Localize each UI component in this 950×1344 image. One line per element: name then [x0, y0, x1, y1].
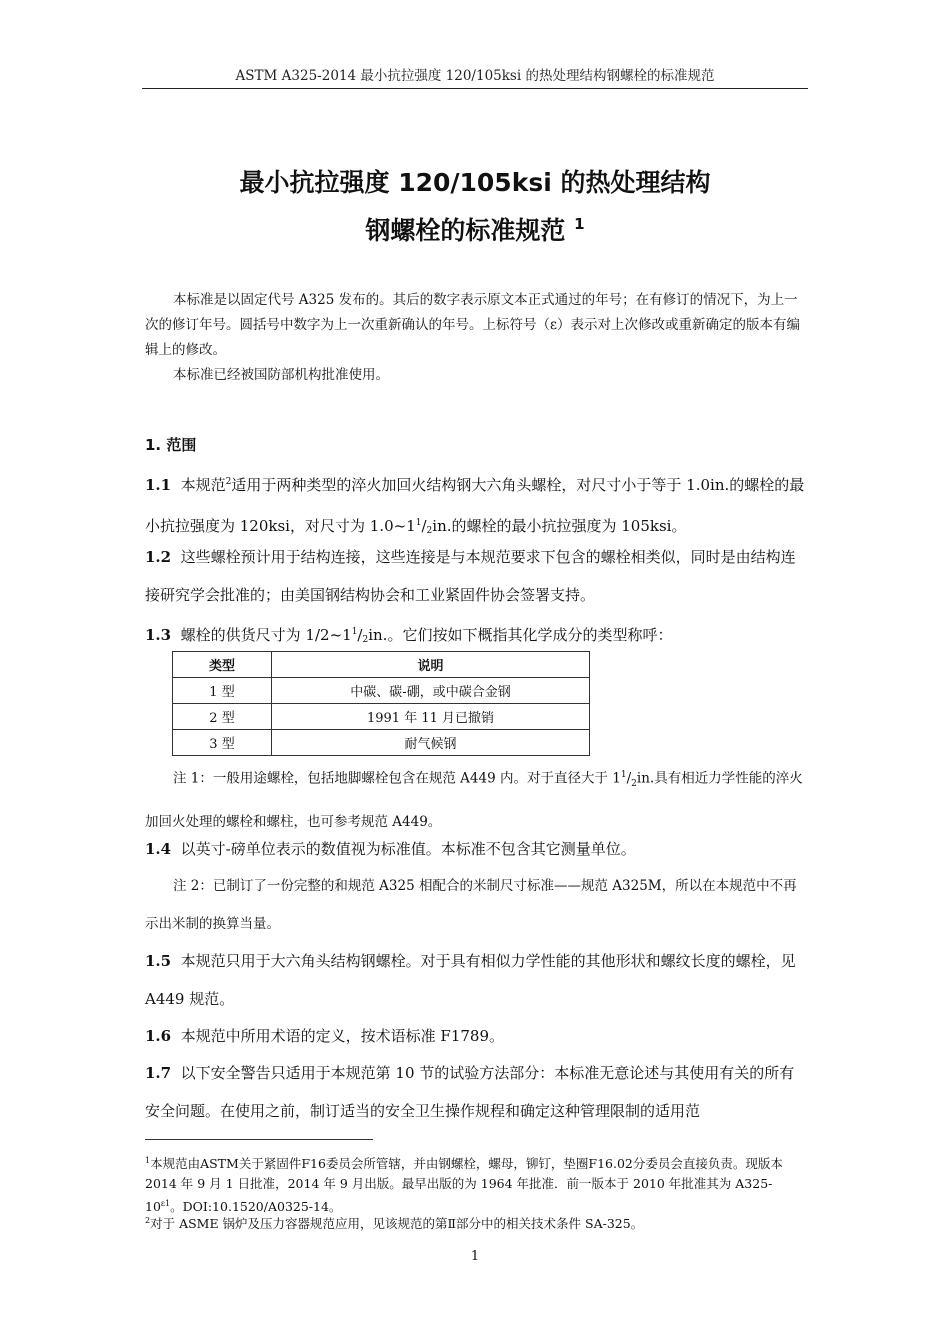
- clause-1-2: [145, 538, 808, 614]
- footnote-text: 本规范由ASTM关于紧固件F16委员会所管辖，并由钢螺栓，螺母，铆钉，垫圈F16.02分委员会直接负责。现版本 2014 年 9 月 1 日批准，2014 年 9 月出版。最早出版的为 1964 年批准．前一版本于 2010 年批准其为 A325-10: [145, 1156, 783, 1214]
- clause-text: 本规范中所用术语的定义，按术语标准 F1789。: [180, 1027, 505, 1045]
- clause-1-4: [145, 830, 808, 868]
- clause-text: 本规范: [180, 476, 226, 494]
- clause-text: 适用于两种类型的淬火加回火结构钢大六角头螺栓，对尺寸小于等于 1.0in.的螺栓的最小抗拉强度为 120ksi，对尺寸为 1.0~1: [145, 476, 805, 535]
- table-row: [173, 704, 590, 730]
- footnote-ref: 2: [225, 477, 232, 487]
- clause-1-5: [145, 942, 808, 1018]
- clause-text: 以下安全警告只适用于本规范第 10 节的试验方法部分：本标准无意论述与其使用有关的所有安全问题。在使用之前，制订适当的安全卫生操作规程和确定这种管理限制的适用范: [145, 1064, 795, 1120]
- title-line-2: [142, 211, 808, 247]
- clause-text: in.的螺栓的最小抗拉强度为 105ksi。: [432, 517, 687, 535]
- clause-1-7: [145, 1054, 808, 1130]
- page-number: 1: [470, 1249, 480, 1264]
- clause-text: 以英寸-磅单位表示的数值视为标准值。本标准不包含其它测量单位。: [180, 840, 636, 858]
- footnote-rule: [145, 1139, 373, 1140]
- bolt-types-table: [172, 651, 590, 756]
- footnote-mark: 2: [145, 1216, 151, 1225]
- footnote-2: [145, 1211, 808, 1234]
- table-header-row: [173, 652, 590, 678]
- table-cell: 1 型: [173, 678, 272, 704]
- clause-number: 1.2: [145, 548, 172, 566]
- footnote-text: 。DOI:10.1520/A0325-14。: [170, 1199, 342, 1214]
- fraction-numerator: 1: [351, 627, 358, 637]
- table-cell: 2 型: [173, 704, 272, 730]
- table-header-cell: 说明: [272, 652, 590, 678]
- title-line-2-text: 钢螺栓的标准规范: [365, 216, 566, 245]
- running-header: ASTM A325-2014 最小抗拉强度 120/105ksi 的热处理结构钢螺栓的标准规范: [235, 68, 715, 84]
- clause-text: 本规范只用于大六角头结构钢螺栓。对于具有相似力学性能的其他形状和螺纹长度的螺栓，见 A449 规范。: [145, 952, 796, 1008]
- fraction-denominator: 2: [362, 635, 369, 645]
- fraction-denominator: 2: [631, 779, 637, 790]
- intro-paragraph-2: 本标准已经被国防部机构批准使用。: [173, 367, 389, 383]
- note-1: 注 1：一般用途螺栓，包括地脚螺栓包含在规范 A449 内。对于直径大于 $1^1/_2in$.具有相近力学性能的淬火加回火处理的螺栓和螺柱，也可参考规范 A449。: [145, 770, 803, 831]
- table-cell: 耐气候钢: [272, 730, 590, 756]
- clause-text: 螺栓的供货尺寸为 1/2~1: [180, 626, 352, 644]
- title-line-1: 最小抗拉强度 120/105ksi 的热处理结构: [239, 168, 711, 197]
- table-cell: 中碳、碳-硼，或中碳合金钢: [272, 678, 590, 704]
- footnote-1: [145, 1151, 808, 1217]
- table-row: [173, 678, 590, 704]
- epsilon-mark: ε1: [160, 1199, 171, 1208]
- table-cell: 3 型: [173, 730, 272, 756]
- section-heading-scope: 1. 范围: [145, 436, 197, 454]
- note-text: 注 2：已制订了一份完整的和规范 A325 相配合的米制尺寸标准——规范 A325M，所以在本规范中不再示出米制的换算当量。: [145, 878, 797, 932]
- table-header-cell: 类型: [173, 652, 272, 678]
- footnote-text: 对于 ASME 锅炉及压力容器规范应用，见该规范的第Ⅱ部分中的相关技术条件 SA-325。: [150, 1216, 644, 1231]
- clause-1-1: 1.1 本规范$^2$适用于两种类型的淬火加回火结构钢大六角头螺栓，对尺寸小于等于 1.0in.的螺栓的最小抗拉强度为 120ksi，对尺寸为 $1.0\sim 1^1/_2in$.的螺栓的最小抗拉强度为 105ksi。: [145, 476, 805, 536]
- intro-paragraph-1: 本标准是以固定代号 A325 发布的。其后的数字表示原文本正式通过的年号；在有修订的情况下，为上一次的修订年号。圆括号中数字为上一次重新确认的年号。上标符号（ε）表示对上次修改或重新确定的版本有编辑上的修改。: [145, 292, 800, 358]
- note-text: in.具有相近力学性能的淬火加回火处理的螺栓和螺柱，也可参考规范 A449。: [145, 770, 803, 831]
- clause-text: in.。它们按如下概指其化学成分的类型称呼：: [368, 626, 673, 644]
- title-footnote-mark: 1: [574, 215, 585, 233]
- fraction-denominator: 2: [426, 526, 433, 536]
- note-text: 注 1：一般用途螺栓，包括地脚螺栓包含在规范 A449 内。对于直径大于 1: [173, 770, 621, 787]
- clause-number: 1.4: [145, 840, 172, 858]
- clause-number: 1.7: [145, 1064, 172, 1082]
- footnote-mark: 1: [145, 1156, 151, 1165]
- clause-number: 1.1: [145, 476, 172, 494]
- note-2: [145, 867, 808, 943]
- fraction-numerator: 1: [620, 770, 627, 780]
- clause-number: 1.6: [145, 1027, 172, 1045]
- fraction-numerator: 1: [415, 518, 422, 528]
- clause-1-6: [145, 1017, 808, 1055]
- table-row: [173, 730, 590, 756]
- header-rule: [142, 88, 808, 89]
- clause-1-3: 1.3 螺栓的供货尺寸为 $1/2\sim 1^1/_2in$.。它们按如下概指其化学成分的类型称呼：: [145, 626, 673, 645]
- clause-text: 这些螺栓预计用于结构连接，这些连接是与本规范要求下包含的螺栓相类似，同时是由结构连接研究学会批准的；由美国钢结构协会和工业紧固件协会签署支持。: [145, 548, 796, 604]
- clause-number: 1.5: [145, 952, 172, 970]
- table-cell: 1991 年 11 月已撤销: [272, 704, 590, 730]
- clause-number: 1.3: [145, 626, 172, 644]
